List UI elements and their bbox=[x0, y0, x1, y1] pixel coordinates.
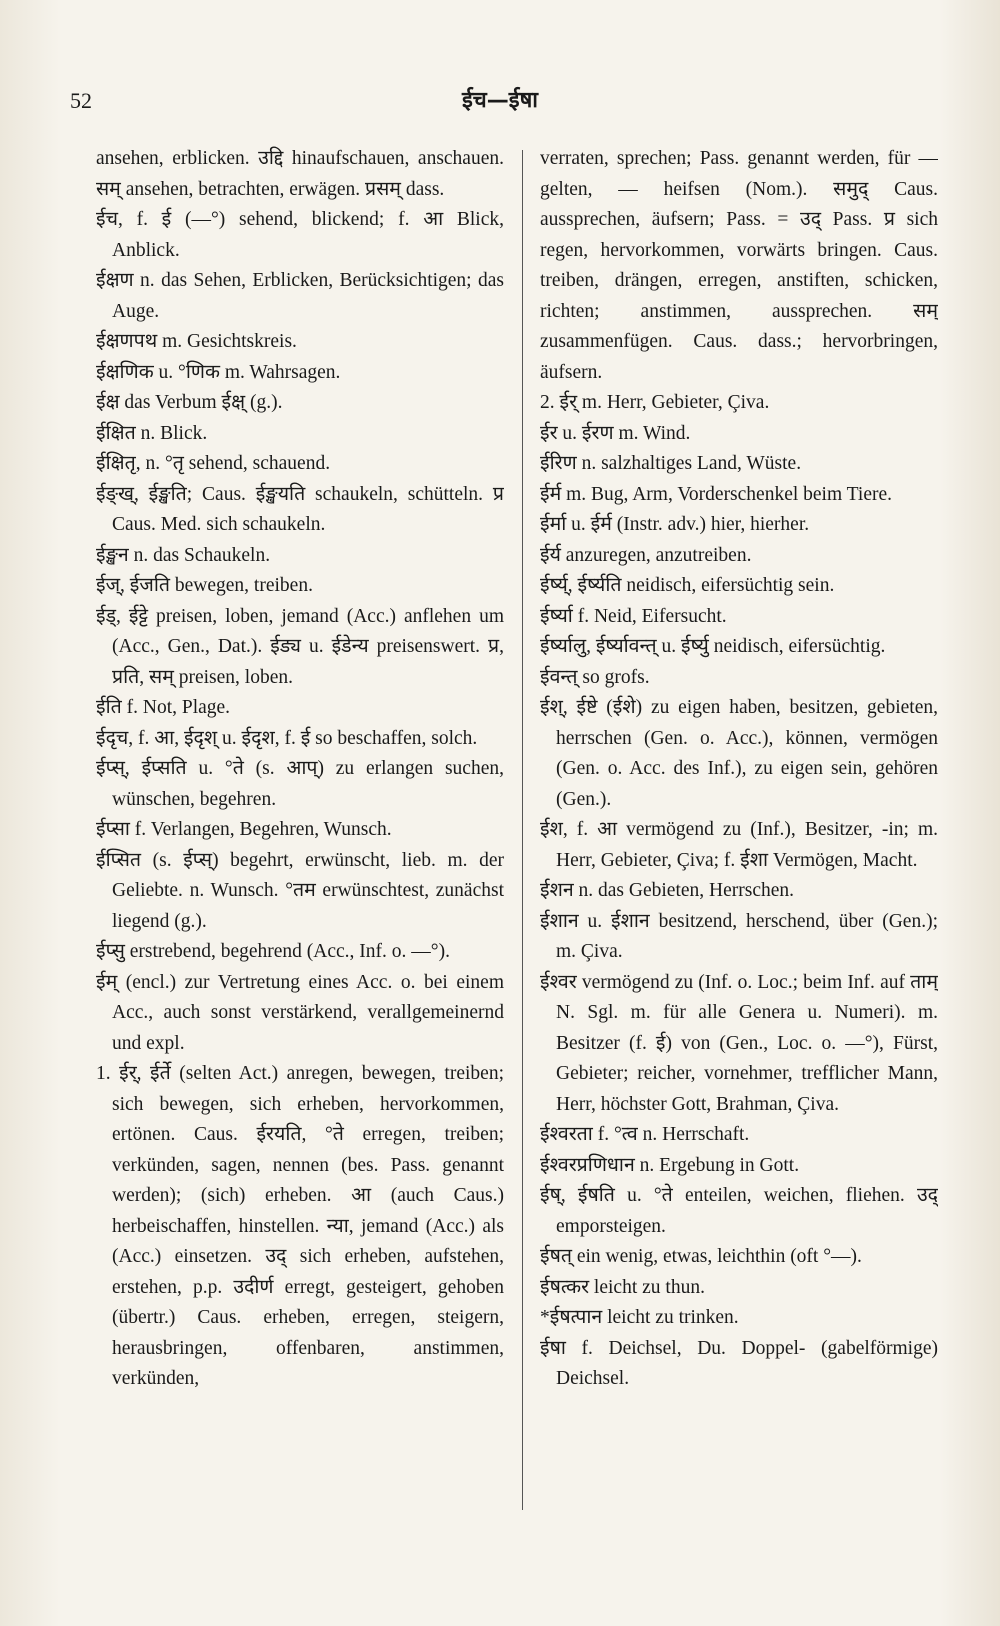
dictionary-entry: ईक्ष das Verbum ईक्ष् (g.). bbox=[96, 392, 283, 413]
dictionary-entry: ईषत्कर leicht zu thun. bbox=[540, 1276, 705, 1298]
dictionary-entry: ansehen, erblicken. उद्दि hinaufschauen, anschauen. सम् ansehen, betrachten, erwägen. प्रसम् dass. bbox=[96, 148, 504, 200]
dictionary-entry: ईम् (encl.) zur Vertretung eines Acc. o. bei einem Acc., auch sonst verstärkend, verallgemeinernd und expl. bbox=[96, 971, 504, 1054]
right-column bbox=[540, 144, 938, 1544]
dictionary-entry: ईर्ष्या f. Neid, Eifersucht. bbox=[540, 605, 727, 627]
dictionary-entry: ईर्य anzuregen, anzutreiben. bbox=[540, 544, 752, 566]
dictionary-entry: ईर u. ईरण m. Wind. bbox=[540, 422, 691, 444]
dictionary-entry: ईर्म m. Bug, Arm, Vorderschenkel beim Tiere. bbox=[540, 483, 892, 505]
dictionary-entry: ईशान u. ईशान besitzend, herschend, über (Gen.); m. Çiva. bbox=[540, 910, 938, 962]
dictionary-entry: ईक्षणपथ m. Gesichtskreis. bbox=[96, 331, 297, 352]
dictionary-entry: *ईषत्पान leicht zu trinken. bbox=[540, 1307, 739, 1328]
dictionary-entry: ईति f. Not, Plage. bbox=[96, 697, 231, 718]
dictionary-entry: verraten, sprechen; Pass. genannt werden, für — gelten, — heifsen (Nom.). समुद् Caus. aussprechen, äufsern; Pass. = उद् Pass. प्र sich regen, hervorkommen, vorwärts bringen. Caus. treiben, drängen, erregen, anstiften, schicken, richten; anstimmen, aussprechen. सम् zusammenfügen. Caus. dass.; hervorbringen, äufsern. bbox=[540, 148, 938, 383]
dictionary-entry: 1. ईर्, ईर्ते (selten Act.) anregen, bewegen, treiben; sich bewegen, sich erheben, hervorkommen, ertönen. Caus. ईरयति, °ते erregen, treiben; verkünden, sagen, nennen (bes. Pass. genannt werden); (sich) erheben. आ (auch Caus.) herbeischaffen, hinstellen. न्या, jemand (Acc.) als (Acc.) einsetzen. उद् sich erheben, aufstehen, erstehen, p.p. उदीर्ण erregt, gesteigert, gehoben (übertr.) Caus. erheben, erregen, steigern, herausbringen, offenbaren, anstimmen, verkünden, bbox=[96, 1063, 504, 1389]
running-head: ईच—ईषा bbox=[462, 88, 538, 113]
dictionary-entry: ईश्वर vermögend zu (Inf. o. Loc.; beim Inf. auf ताम् N. Sgl. m. für alle Genera u. Numeri). m. Besitzer (f. ई) von (Gen., Loc. o. —°), Fürst, Gebieter; reicher, vornehmer, trefflicher Mann, Herr, höchster Gott, Brahman, Çiva. bbox=[540, 971, 938, 1115]
dictionary-entry: ईच, f. ई (—°) sehend, blickend; f. आ Blick, Anblick. bbox=[96, 209, 504, 261]
page-number: 52 bbox=[70, 88, 92, 113]
dictionary-entry: ईप्सित (s. ईप्स्) begehrt, erwünscht, lieb. m. der Geliebte. n. Wunsch. °तम erwünschtest, zunächst liegend (g.). bbox=[96, 849, 504, 932]
dictionary-entry: ईश्, ईष्टे (ईशे) zu eigen haben, besitzen, gebieten, herrschen (Gen. o. Acc.), können, vermögen (Gen. o. Acc. des Inf.), zu eigen sein, gehören (Gen.). bbox=[540, 697, 938, 810]
left-column bbox=[96, 144, 504, 1544]
dictionary-entry: 2. ईर् m. Herr, Gebieter, Çiva. bbox=[540, 392, 770, 413]
dictionary-entry: ईषा f. Deichsel, Du. Doppel- (gabelförmige) Deichsel. bbox=[540, 1337, 938, 1389]
dictionary-entry: ईश्वरता f. °त्व n. Herrschaft. bbox=[540, 1124, 750, 1145]
dictionary-entry: ईवन्त् so grofs. bbox=[540, 666, 650, 688]
dictionary-entry: ईक्षितृ, n. °तृ sehend, schauend. bbox=[96, 453, 331, 474]
dictionary-entry: ईप्सु erstrebend, begehrend (Acc., Inf. o. —°). bbox=[96, 941, 450, 962]
dictionary-entry: ईक्षणिक u. °णिक m. Wahrsagen. bbox=[96, 361, 341, 383]
dictionary-entry: ईप्सा f. Verlangen, Begehren, Wunsch. bbox=[96, 819, 392, 840]
column-divider bbox=[522, 150, 523, 1510]
page-header bbox=[0, 80, 1000, 120]
dictionary-entry: ईक्षण n. das Sehen, Erblicken, Berücksichtigen; das Auge. bbox=[96, 270, 504, 322]
dictionary-entry: ईक्षित n. Blick. bbox=[96, 422, 208, 444]
dictionary-entry: ईर्ष्यालु, ईर्ष्यावन्त् u. ईर्ष्यु neidisch, eifersüchtig. bbox=[540, 636, 886, 657]
dictionary-entry: ईर्मा u. ईर्म (Instr. adv.) hier, hierher. bbox=[540, 514, 810, 535]
dictionary-entry: ईश, f. आ vermögend zu (Inf.), Besitzer, -in; m. Herr, Gebieter, Çiva; f. ईशा Vermögen, Macht. bbox=[540, 819, 938, 871]
dictionary-entry: ईर्ष्य्, ईर्ष्यति neidisch, eifersüchtig sein. bbox=[540, 575, 835, 596]
dictionary-entry: ईषत् ein wenig, etwas, leichthin (oft °—). bbox=[540, 1246, 862, 1267]
dictionary-entry: ईङ्खन n. das Schaukeln. bbox=[96, 544, 271, 566]
dictionary-entry: ईशन n. das Gebieten, Herrschen. bbox=[540, 880, 795, 901]
dictionary-entry: ईड्, ईट्टे preisen, loben, jemand (Acc.) anflehen um (Acc., Gen., Dat.). ईड्य u. ईडेन्य preisenswert. प्र, प्रति, सम् preisen, loben. bbox=[96, 605, 504, 688]
dictionary-entry: ईदृच, f. आ, ईदृश् u. ईदृश, f. ई so beschaffen, solch. bbox=[96, 727, 478, 749]
dictionary-entry: ईङ्ख्, ईङ्खति; Caus. ईङ्खयति schaukeln, schütteln. प्र Caus. Med. sich schaukeln. bbox=[96, 483, 504, 535]
dictionary-entry: ईष्, ईषति u. °ते enteilen, weichen, fliehen. उद् emporsteigen. bbox=[540, 1185, 938, 1237]
dictionary-entry: ईश्वरप्रणिधान n. Ergebung in Gott. bbox=[540, 1154, 800, 1176]
dictionary-entry: ईज्, ईजति bewegen, treiben. bbox=[96, 575, 313, 596]
dictionary-entry: ईरिण n. salzhaltiges Land, Wüste. bbox=[540, 453, 802, 474]
dictionary-entry: ईप्स्, ईप्सति u. °ते (s. आप्) zu erlangen suchen, wünschen, begehren. bbox=[96, 758, 504, 810]
